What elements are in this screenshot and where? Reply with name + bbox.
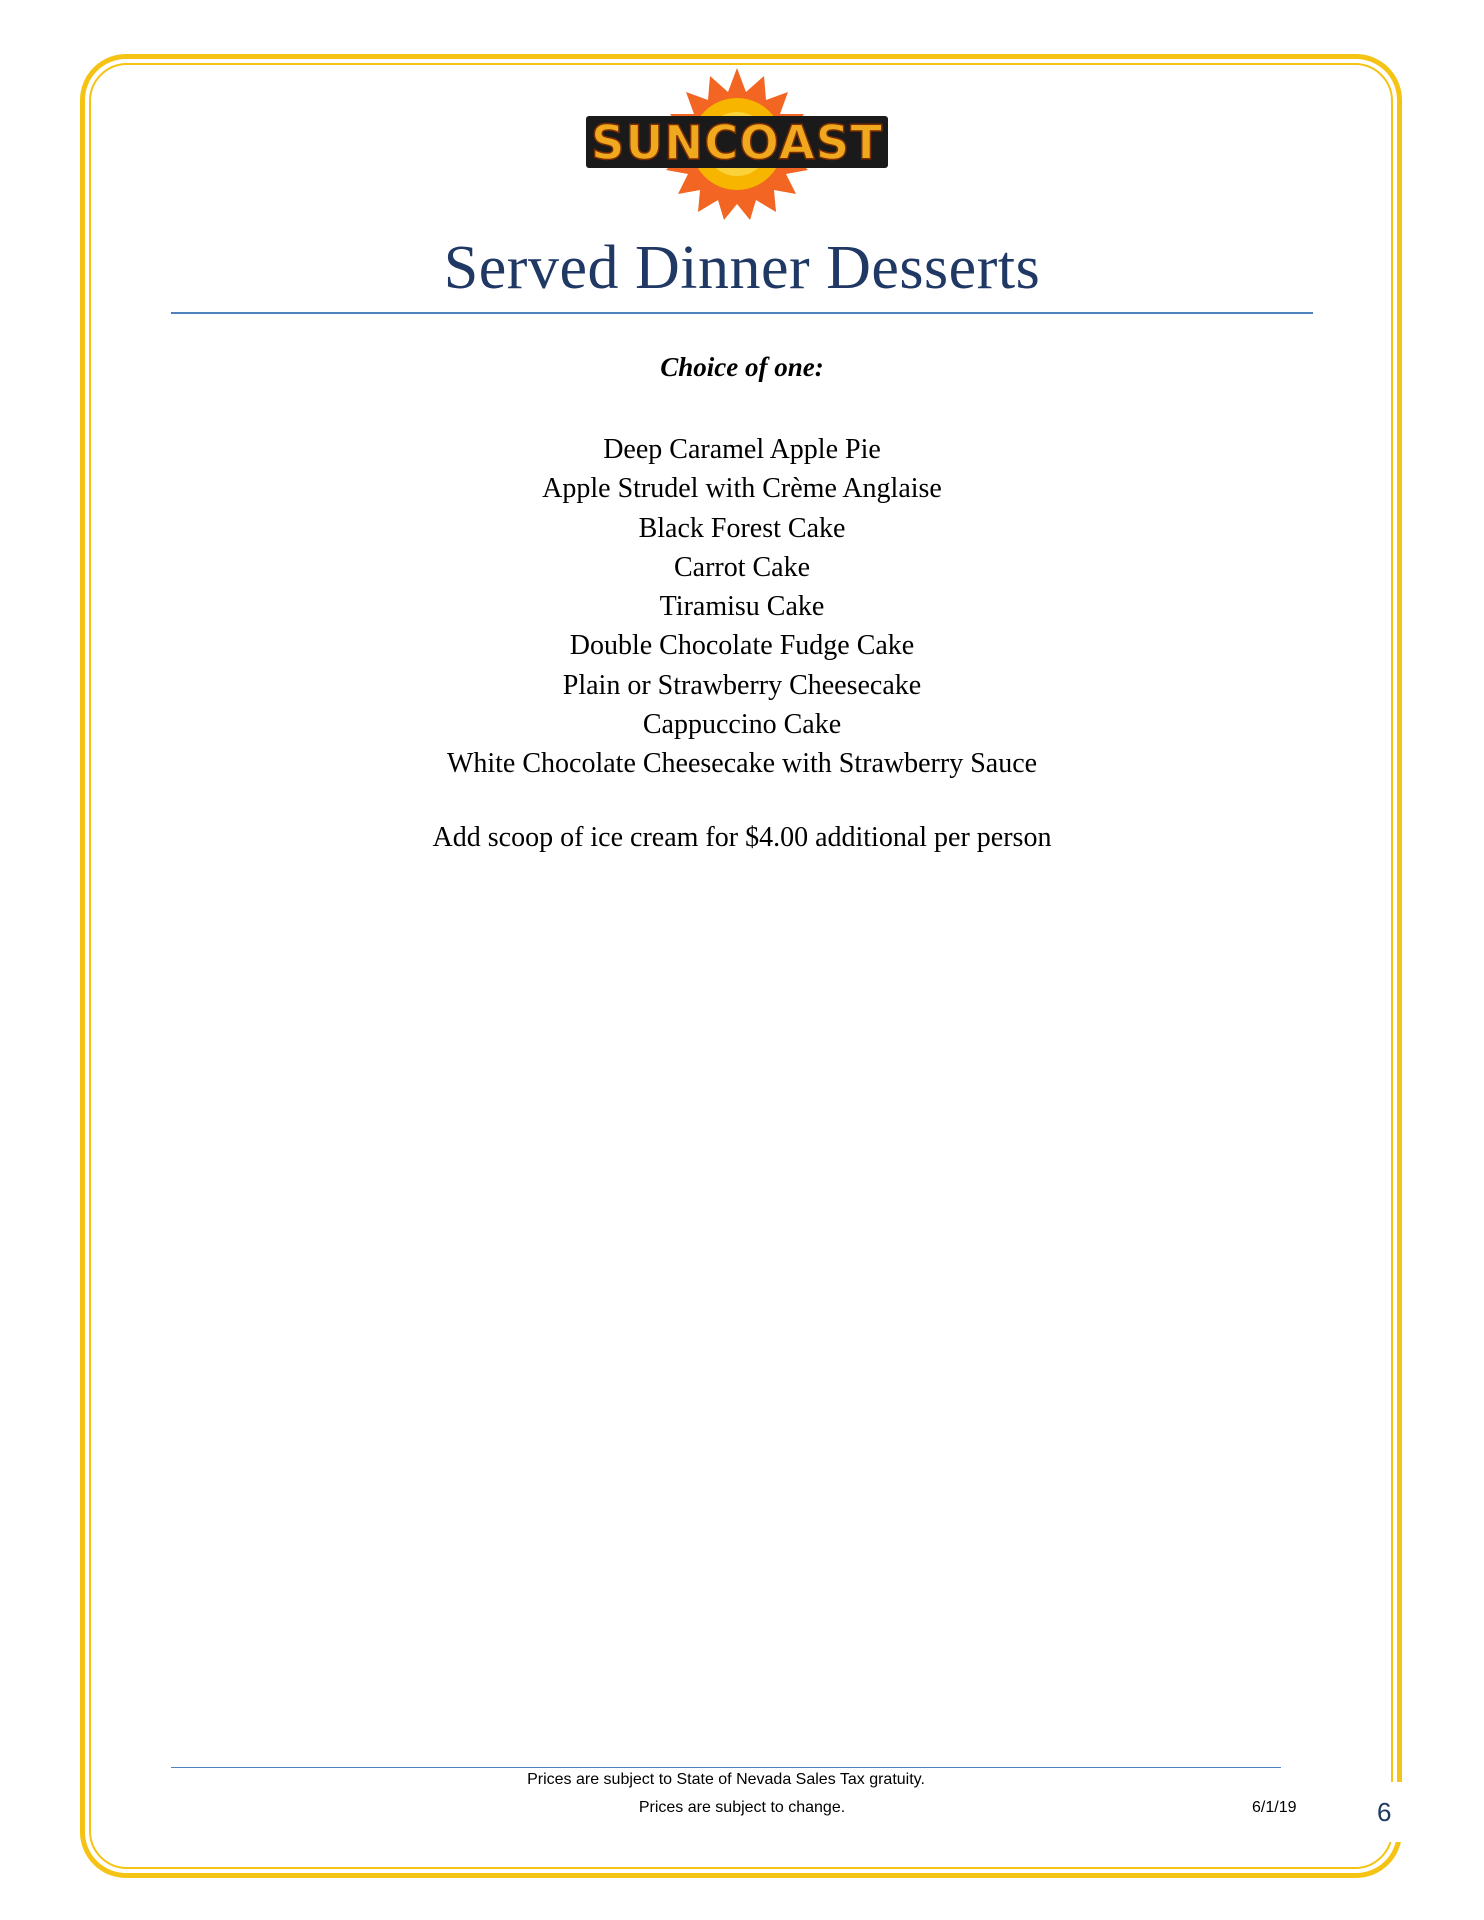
- page-number: 6: [1377, 1797, 1392, 1827]
- list-item: Black Forest Cake: [638, 512, 846, 544]
- footer-tax-note: Prices are subject to State of Nevada Sales Tax gratuity.: [527, 1771, 925, 1788]
- choice-label: Choice of one:: [660, 352, 824, 382]
- page-title: Served Dinner Desserts: [443, 234, 1041, 302]
- list-item: Plain or Strawberry Cheesecake: [562, 669, 922, 701]
- ice-cream-addon: Add scoop of ice cream for $4.00 additional per person: [432, 822, 1052, 853]
- page-border-inner: [89, 63, 1393, 1869]
- list-item: Double Chocolate Fudge Cake: [569, 630, 915, 662]
- list-item: Carrot Cake: [673, 551, 811, 583]
- svg-text:SUNCOAST: SUNCOAST: [591, 116, 883, 171]
- list-item: Apple Strudel with Crème Anglaise: [542, 473, 942, 505]
- footer-change-note: Prices are subject to change.: [638, 1799, 846, 1816]
- footer-date: 6/1/19: [1252, 1799, 1297, 1816]
- list-item: Deep Caramel Apple Pie: [603, 434, 881, 465]
- title-divider: [171, 312, 1313, 314]
- list-item: White Chocolate Cheesecake with Strawberry Sauce: [446, 748, 1038, 780]
- dessert-list: [0, 430, 1484, 784]
- suncoast-logo: [586, 66, 888, 222]
- list-item: Cappuccino Cake: [642, 709, 842, 741]
- list-item: Tiramisu Cake: [659, 591, 825, 623]
- footer-divider: [171, 1767, 1281, 1768]
